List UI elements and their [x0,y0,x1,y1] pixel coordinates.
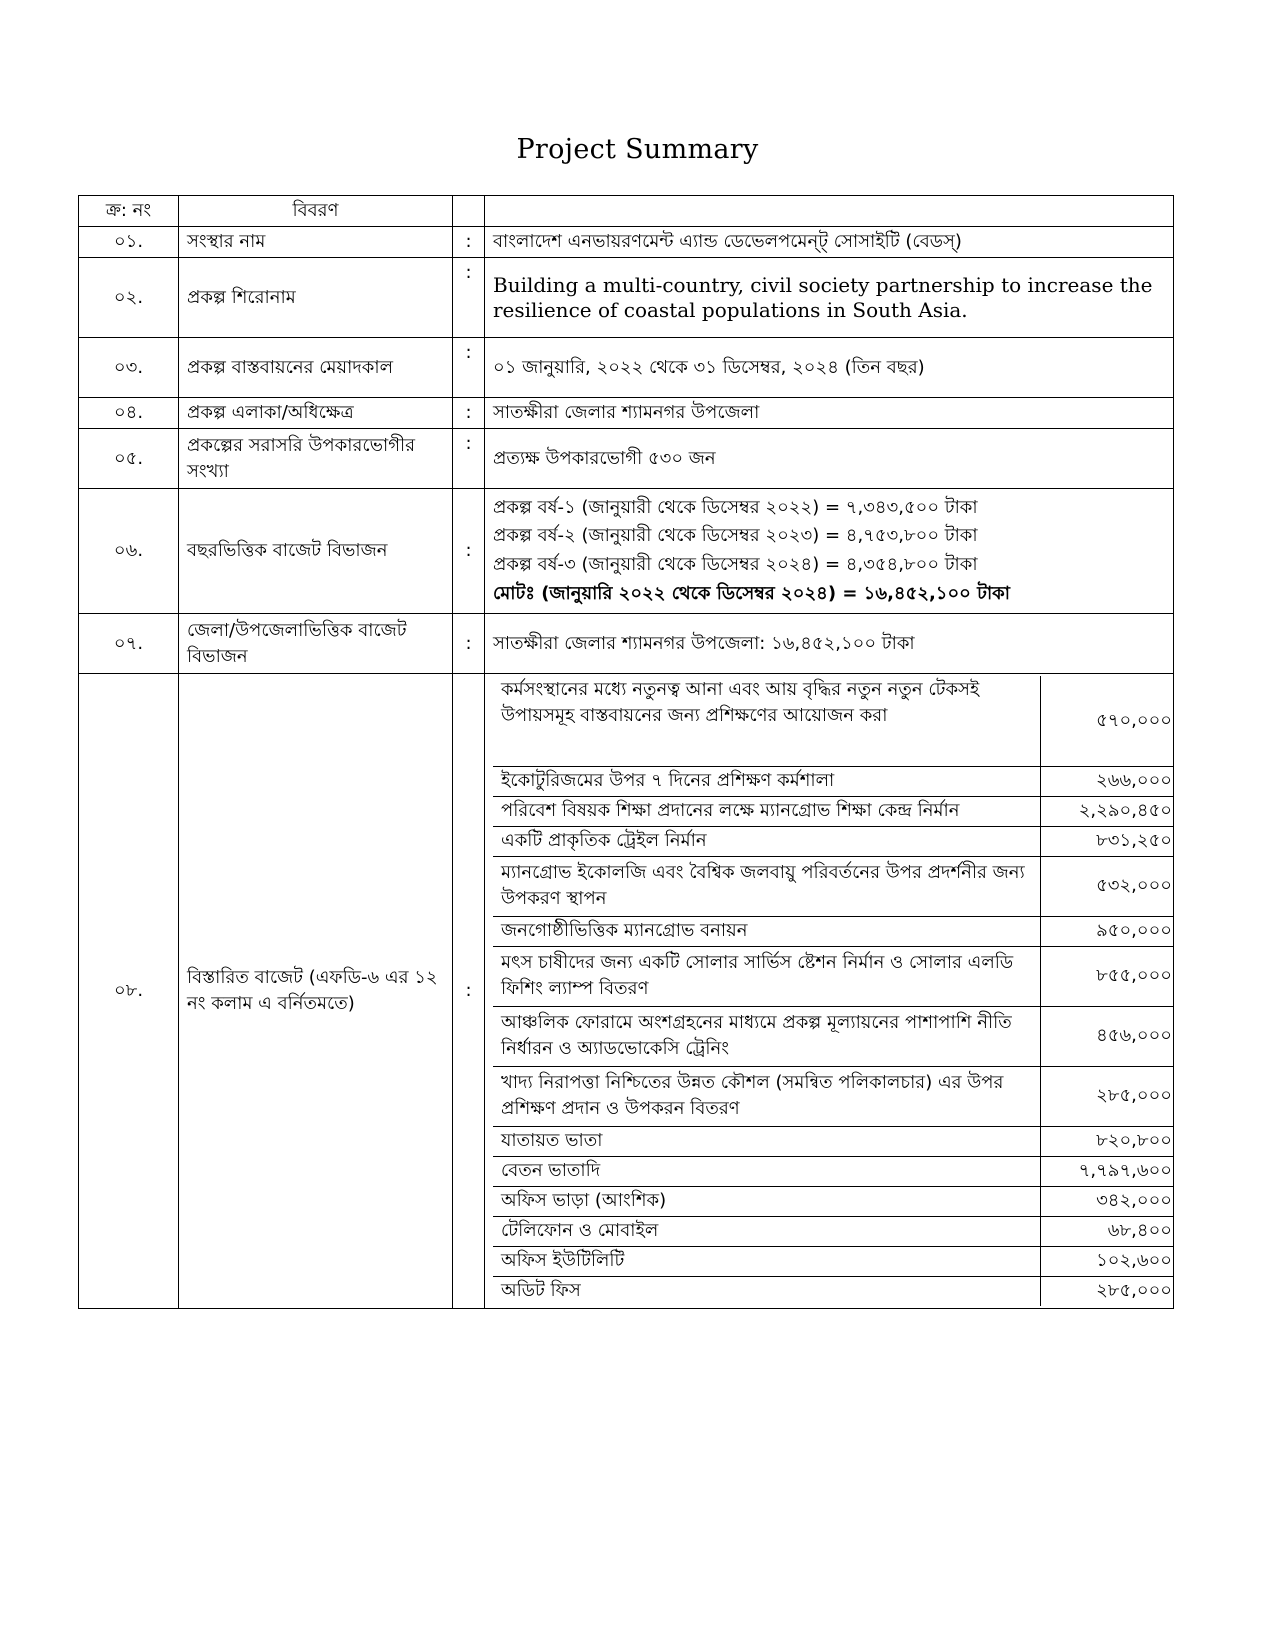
budget-year-1: প্রকল্প বর্ষ-১ (জানুয়ারী থেকে ডিসেম্বর ২০২২) = ৭,৩৪৩,৫০০ টাকা [493,496,978,518]
colon-separator: : [453,398,485,429]
serial-no: ০৭. [79,614,179,674]
budget-item-description: জনগোষ্ঠীভিত্তিক ম্যানগ্রোভ বনায়ন [493,916,1040,946]
row-label: জেলা/উপজেলাভিত্তিক বাজেট বিভাজন [179,614,453,674]
row-project-area [79,398,1174,429]
row-value: প্রত্যক্ষ উপকারভোগী ৫৩০ জন [485,429,1174,489]
row-beneficiaries [79,429,1174,489]
colon-separator: : [453,258,485,338]
serial-no: ০১. [79,227,179,258]
budget-item-amount: ৮৫৫,০০০ [1040,946,1174,1006]
serial-no: ০৮. [79,674,179,1309]
row-label: প্রকল্প শিরোনাম [179,258,453,338]
budget-item-row [493,796,1174,826]
budget-item-row [493,1186,1174,1216]
page-title: Project Summary [516,134,759,165]
budget-item-row [493,1156,1174,1186]
budget-item-description: মৎস চাষীদের জন্য একটি সোলার সার্ভিস ষ্টেশন নির্মান ও সোলার এলডি ফিশিং ল্যাম্প বিতরণ [493,946,1040,1006]
budget-item-description: অডিট ফিস [501,1280,581,1302]
budget-item-amount: ৬৮,৪০০ [1040,1216,1174,1246]
budget-item-row [493,766,1174,796]
row-value: সাতক্ষীরা জেলার শ্যামনগর উপজেলা: ১৬,৪৫২,১০০ টাকা [485,614,1174,674]
budget-item-amount: ৮৩১,২৫০ [1040,826,1174,856]
budget-item-amount: ৫৩২,০০০ [1040,856,1174,916]
project-summary-table [78,195,1174,1309]
budget-item-description: বেতন ভাতাদি [493,1156,1040,1186]
header-description: বিবরণ [179,196,453,227]
row-organization-name [79,227,1174,258]
colon-separator: : [453,674,485,1309]
budget-item-amount: ২৮৫,০০০ [1040,1276,1174,1306]
serial-no: ০৬. [79,489,179,614]
colon-separator: : [453,429,485,489]
row-label: বছরভিত্তিক বাজেট বিভাজন [179,489,453,614]
row-project-duration [79,338,1174,398]
budget-item-amount: ৪৫৬,০০০ [1040,1006,1174,1066]
header-colon-cell [453,196,485,227]
row-label: প্রকল্প এলাকা/অধিক্ষেত্র [179,398,453,429]
budget-item-description: টেলিফোন ও মোবাইল [493,1216,1040,1246]
row-label: প্রকল্পের সরাসরি উপকারভোগীর সংখ্যা [179,429,453,489]
colon-separator: : [453,338,485,398]
budget-item-amount: ২৮৫,০০০ [1040,1066,1174,1126]
budget-year-2: প্রকল্প বর্ষ-২ (জানুয়ারী থেকে ডিসেম্বর ২০২৩) = ৪,৭৫৩,৮০০ টাকা [493,525,978,547]
row-value: বাংলাদেশ এনভায়রণমেন্ট এ্যান্ড ডেভেলপমেন্ট্ সোসাইটি (বেডস্) [485,227,1174,258]
serial-no: ০২. [79,258,179,338]
header-serial-no: ক্র: নং [79,196,179,227]
row-value [485,489,1174,614]
budget-year-3: প্রকল্প বর্ষ-৩ (জানুয়ারী থেকে ডিসেম্বর ২০২৪) = ৪,৩৫৪,৮০০ টাকা [493,554,978,576]
detailed-budget-table [493,676,1174,1306]
budget-item-amount: ২,২৯০,৪৫০ [1040,796,1174,826]
budget-item-row [493,946,1174,1006]
row-yearly-budget [79,489,1174,614]
budget-item-description: পরিবেশ বিষয়ক শিক্ষা প্রদানের লক্ষে ম্যানগ্রোভ শিক্ষা কেন্দ্র নির্মান [493,796,1040,826]
row-district-budget [79,614,1174,674]
row-value: ০১ জানুয়ারি, ২০২২ থেকে ৩১ ডিসেম্বর, ২০২৪ (তিন বছর) [485,338,1174,398]
budget-item-description: একটি প্রাকৃতিক ট্রেইল নির্মান [493,826,1040,856]
budget-item-row [493,1276,1174,1306]
budget-item-row [493,1066,1174,1126]
budget-total: মোটঃ (জানুয়ারি ২০২২ থেকে ডিসেম্বর ২০২৪) = ১৬,৪৫২,১০০ টাকা [493,583,1010,605]
budget-item-row [493,1126,1174,1156]
budget-item-amount: ৭,৭৯৭,৬০০ [1040,1156,1174,1186]
budget-item-amount: ৯৫০,০০০ [1040,916,1174,946]
budget-item-description: অফিস ভাড়া (আংশিক) [493,1186,1040,1216]
budget-item-description: আঞ্চলিক ফোরামে অংশগ্রহনের মাধ্যমে প্রকল্প মূল্যায়নের পাশাপাশি নীতি নির্ধারন ও অ্যাডভোকেসি ট্রেনিং [493,1006,1040,1066]
row-label: সংস্থার নাম [179,227,453,258]
serial-no: ০৫. [79,429,179,489]
serial-no: ০৪. [79,398,179,429]
budget-item-row [493,676,1174,766]
budget-item-row [493,916,1174,946]
budget-item-amount: ৮২০,৮০০ [1040,1126,1174,1156]
row-value: সাতক্ষীরা জেলার শ্যামনগর উপজেলা [485,398,1174,429]
row-project-title [79,258,1174,338]
budget-item-description: খাদ্য নিরাপত্তা নিশ্চিতের উন্নত কৌশল (সমন্বিত পলিকালচার) এর উপর প্রশিক্ষণ প্রদান ও উপকরন বিতরণ [493,1066,1040,1126]
header-value-cell [485,196,1174,227]
detailed-budget-cell [485,674,1174,1309]
colon-separator: : [453,489,485,614]
budget-item-description: যাতায়ত ভাতা [493,1126,1040,1156]
row-detailed-budget [79,674,1174,1309]
row-label: বিস্তারিত বাজেট (এফডি-৬ এর ১২ নং কলাম এ বর্নিতমতে) [179,674,453,1309]
serial-no: ০৩. [79,338,179,398]
budget-item-amount: ২৬৬,০০০ [1040,766,1174,796]
budget-item-description: ম্যানগ্রোভ ইকোলজি এবং বৈশ্বিক জলবায়ু পরিবর্তনের উপর প্রদর্শনীর জন্য উপকরণ স্থাপন [493,856,1040,916]
budget-item-description: অফিস ইউটিলিটি [493,1246,1040,1276]
row-value: Building a multi-country, civil society partnership to increase the resilience of coastal populations in South Asia. [485,258,1174,338]
row-label: প্রকল্প বাস্তবায়নের মেয়াদকাল [179,338,453,398]
budget-item-description: ইকোটুরিজমের উপর ৭ দিনের প্রশিক্ষণ কর্মশালা [493,766,1040,796]
budget-item-amount: ১০২,৬০০ [1040,1246,1174,1276]
budget-item-row [493,856,1174,916]
colon-separator: : [453,614,485,674]
budget-item-row [493,826,1174,856]
budget-item-row [493,1006,1174,1066]
budget-item-row [493,1216,1174,1246]
budget-item-row [493,1246,1174,1276]
budget-item-amount: ৩৪২,০০০ [1040,1186,1174,1216]
colon-separator: : [453,227,485,258]
budget-item-amount: ৫৭০,০০০ [1040,676,1174,766]
budget-item-description: কর্মসংস্থানের মধ্যে নতুনত্ব আনা এবং আয় বৃদ্ধির নতুন নতুন টেকসই উপায়সমূহ বাস্তবায়নের জন্য প্রশিক্ষণের আয়োজন করা [493,676,1040,766]
table-header-row [79,196,1174,227]
